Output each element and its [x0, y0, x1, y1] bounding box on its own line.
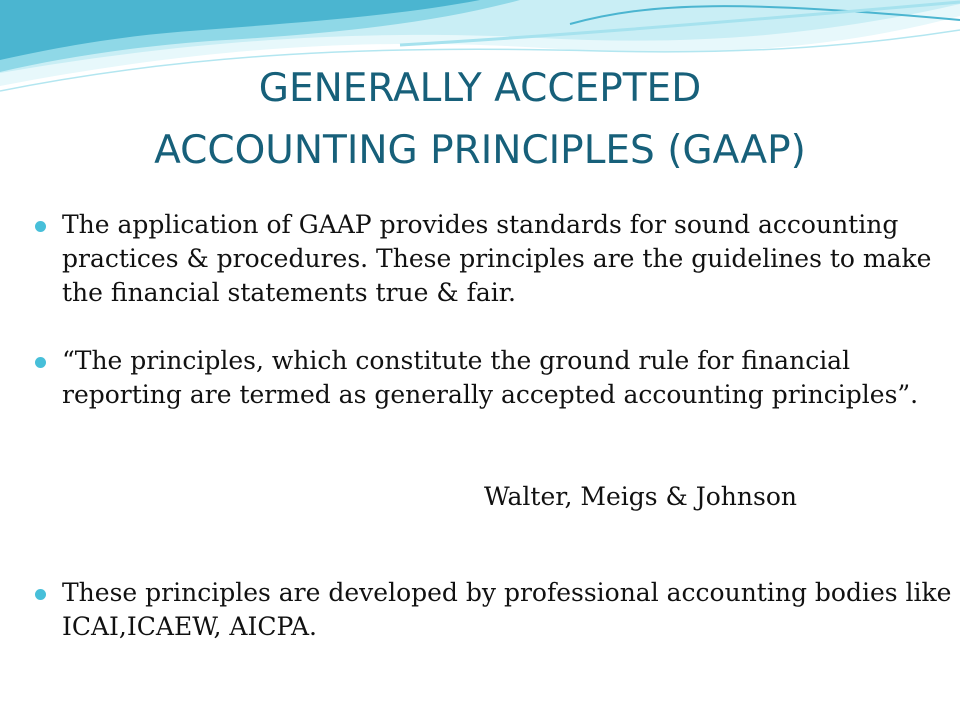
bullet-item-2 — [62, 344, 952, 412]
filled-circle-icon — [35, 589, 46, 600]
bullet-text-2: “The principles, which constitute the ground rule for financial reporting are termed as generally accepted accounting principles”. — [62, 346, 919, 409]
bullet-item-3 — [62, 576, 952, 644]
title-line-1: GENERALLY ACCEPTED — [258, 66, 702, 111]
filled-circle-icon — [35, 221, 46, 232]
bullet-text-3: These principles are developed by professional accounting bodies like ICAI,ICAEW, AICPA. — [62, 578, 952, 641]
filled-circle-icon — [35, 357, 46, 368]
bullet-text-1: The application of GAAP provides standards for sound accounting practices & procedures. These principles are the guidelines to make the financial statements true & fair. — [62, 210, 932, 307]
bullet-item-1 — [62, 208, 952, 310]
title-line-2: ACCOUNTING PRINCIPLES (GAAP) — [154, 128, 806, 173]
slide-title — [0, 58, 960, 182]
quote-attribution: Walter, Meigs & Johnson — [484, 482, 797, 511]
